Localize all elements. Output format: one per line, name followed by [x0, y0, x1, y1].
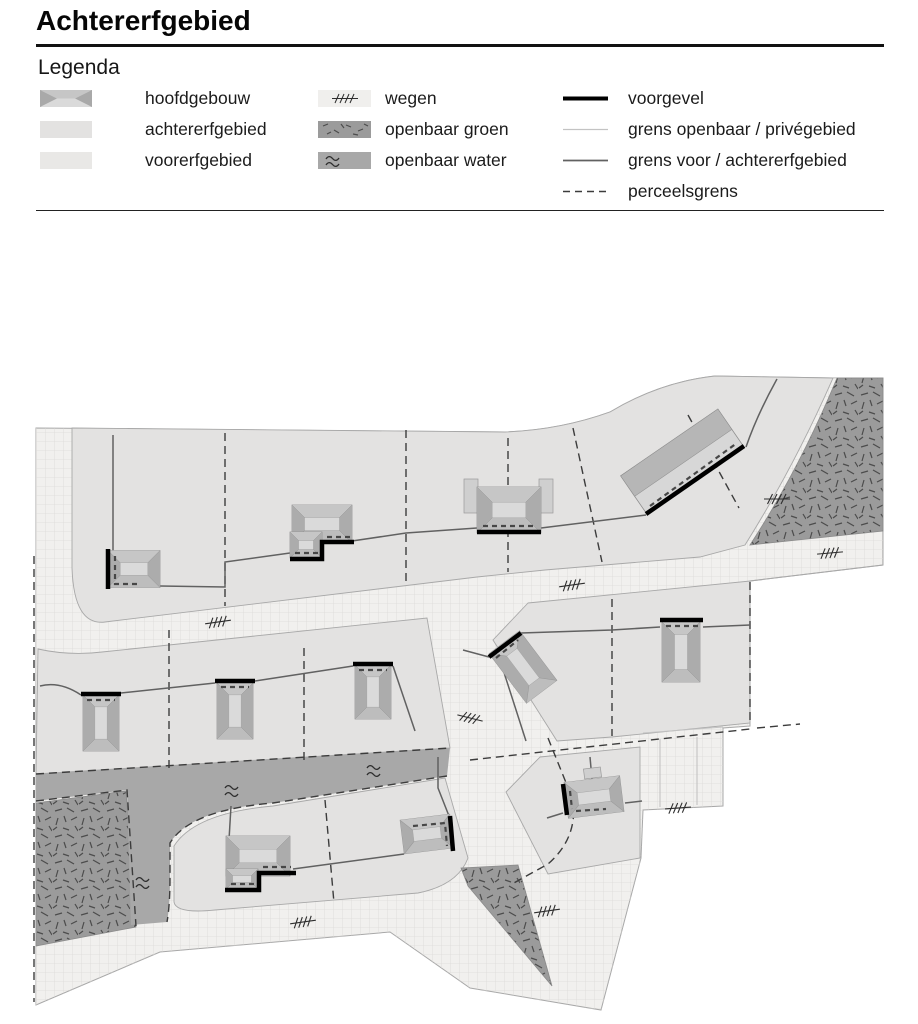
- title-rule: [36, 44, 884, 47]
- legend-item-achtererfgebied: [40, 119, 267, 139]
- openbaar-water-icon: [318, 152, 371, 169]
- legend-label: openbaar water: [385, 149, 507, 170]
- perceelsgrens-line-icon: [562, 183, 609, 200]
- openbaar-groen-icon: [318, 121, 371, 138]
- legend-item-wegen: [318, 88, 437, 108]
- house-building: [226, 869, 258, 889]
- legend-label: hoofdgebouw: [145, 87, 251, 108]
- annex-building: [583, 767, 601, 779]
- legend-item-grens-voor-achter: [562, 150, 847, 170]
- legend-label: openbaar groen: [385, 118, 509, 139]
- legend-label: perceelsgrens: [628, 180, 738, 201]
- annex-building: [464, 479, 478, 513]
- wegen-icon: [318, 90, 371, 107]
- hoofdgebouw-icon: [40, 90, 92, 107]
- legend-item-voorgevel: [562, 88, 704, 108]
- voorgevel-line-icon: [562, 90, 609, 107]
- legend-label: voorerfgebied: [145, 149, 253, 170]
- house-building: [83, 695, 119, 751]
- house-building: [662, 622, 700, 682]
- legend-item-grens-openbaar-prive: [562, 119, 856, 139]
- legend-label: grens openbaar / privégebied: [628, 118, 856, 139]
- achtererfgebied-icon: [40, 121, 92, 138]
- house-building: [400, 814, 454, 854]
- house-building: [355, 665, 391, 719]
- house-building: [564, 776, 624, 819]
- house-building: [217, 683, 253, 739]
- legend-item-hoofdgebouw: [40, 88, 250, 108]
- legend-item-perceelsgrens: [562, 181, 738, 201]
- legend-rule: [36, 210, 884, 211]
- legend-label: wegen: [385, 87, 437, 108]
- grens-voor-achter-line-icon: [562, 152, 609, 169]
- legend-item-openbaar-water: [318, 150, 507, 170]
- legend-heading: Legenda: [38, 56, 120, 79]
- page-title: Achtererfgebied: [36, 5, 251, 36]
- legend-label: achtererfgebied: [145, 118, 267, 139]
- legend-item-openbaar-groen: [318, 119, 509, 139]
- voorerfgebied-icon: [40, 152, 92, 169]
- legend-item-voorerfgebied: [40, 150, 252, 170]
- legend-label: voorgevel: [628, 87, 704, 108]
- legend-label: grens voor / achtererfgebied: [628, 149, 847, 170]
- grens-openbaar-prive-line-icon: [562, 121, 609, 138]
